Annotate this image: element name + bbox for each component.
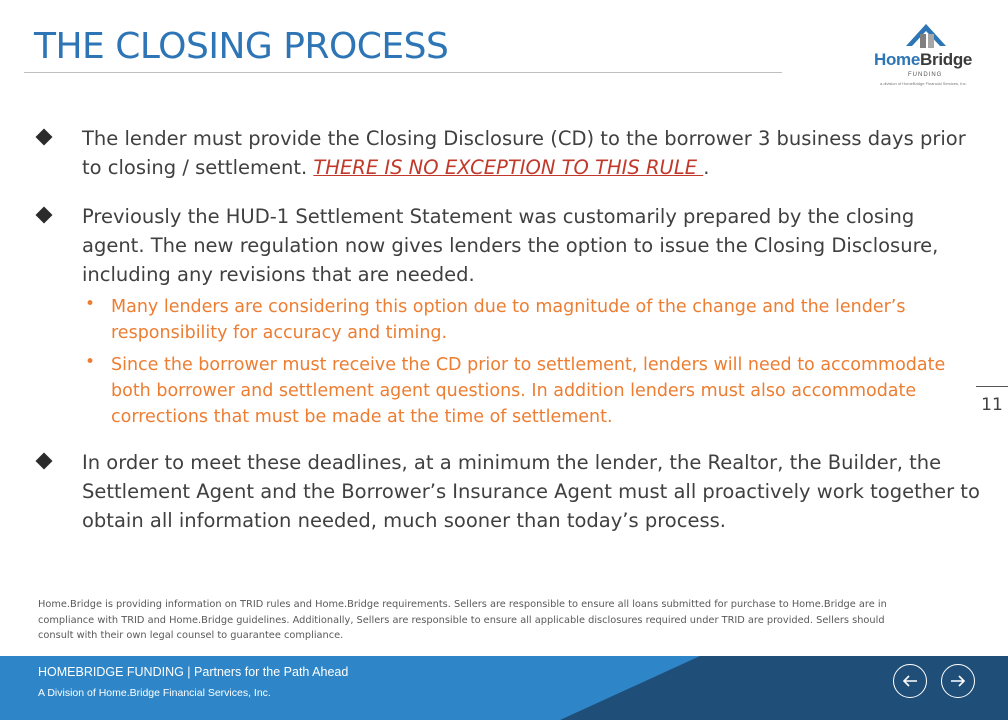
sub-bullet-1-text: Many lenders are considering this option due to magnitude of the change and the lender’s responsibility for accuracy and timing. (111, 297, 906, 343)
page-number: 11 (976, 392, 1008, 418)
bullet-2-text: Previously the HUD-1 Settlement Statement was customarily prepared by the closing agent. The new regulation now gives lenders the option to issue the Closing Disclosure, including any revisions that are needed. (82, 205, 939, 286)
diamond-bullet-icon (36, 129, 53, 146)
diamond-bullet-icon (36, 207, 53, 224)
bullet-text (82, 124, 982, 182)
arrow-right-icon (948, 671, 968, 691)
diamond-bullet-icon (36, 453, 53, 470)
bullet-1-text: The lender must provide the Closing Disclosure (CD) to the borrower 3 business days prior to closing / settlement. (82, 127, 966, 179)
logo-bridge: Bridge (920, 50, 973, 69)
previous-slide-button[interactable] (893, 664, 927, 698)
logo-wordmark (874, 50, 972, 70)
sub-bullet-2-text: Since the borrower must receive the CD prior to settlement, lenders will need to accommodate both borrower and settlement agent questions. In addition lenders must also accommodate corrections that must be made at the time of settlement. (111, 355, 946, 427)
footer-bar (0, 656, 1008, 720)
sub-bullet-marker: • (85, 294, 96, 314)
footer-division: A Division of Home.Bridge Financial Services, Inc. (38, 687, 271, 699)
logo-tagline: a division of HomeBridge Financial Services, Inc. (880, 81, 967, 86)
sub-bullet-marker: • (85, 352, 96, 372)
rule-emphasis: THERE IS NO EXCEPTION TO THIS RULE (313, 156, 704, 179)
title-divider (24, 72, 782, 73)
slide-title: THE CLOSING PROCESS (34, 26, 449, 67)
homebridge-logo (868, 18, 988, 90)
disclaimer-text: Home.Bridge is providing information on TRID rules and Home.Bridge requirements. Sellers are responsible to ensure all loans submitted for purchase to Home.Bridge are in compliance with TRID and Home.Bridge guidelines. Additionally, Sellers are responsible to ensure all applicable disclosures required under TRID are provided. Sellers should consult with their own legal counsel to guarantee compliance. (38, 599, 887, 641)
logo-subtitle: FUNDING (908, 72, 943, 78)
bullet-1-suffix: . (703, 156, 710, 179)
logo-home: Home (874, 50, 921, 69)
house-roof-icon (868, 18, 988, 52)
bullet-3-text: In order to meet these deadlines, at a minimum the lender, the Realtor, the Builder, the Settlement Agent and the Borrower’s Insurance Agent must all proactively work together to obtain all information needed, much sooner than today’s process. (82, 451, 980, 532)
footer-brand: HOMEBRIDGE FUNDING | Partners for the Path Ahead (38, 665, 349, 679)
next-slide-button[interactable] (941, 664, 975, 698)
arrow-left-icon (900, 671, 920, 691)
